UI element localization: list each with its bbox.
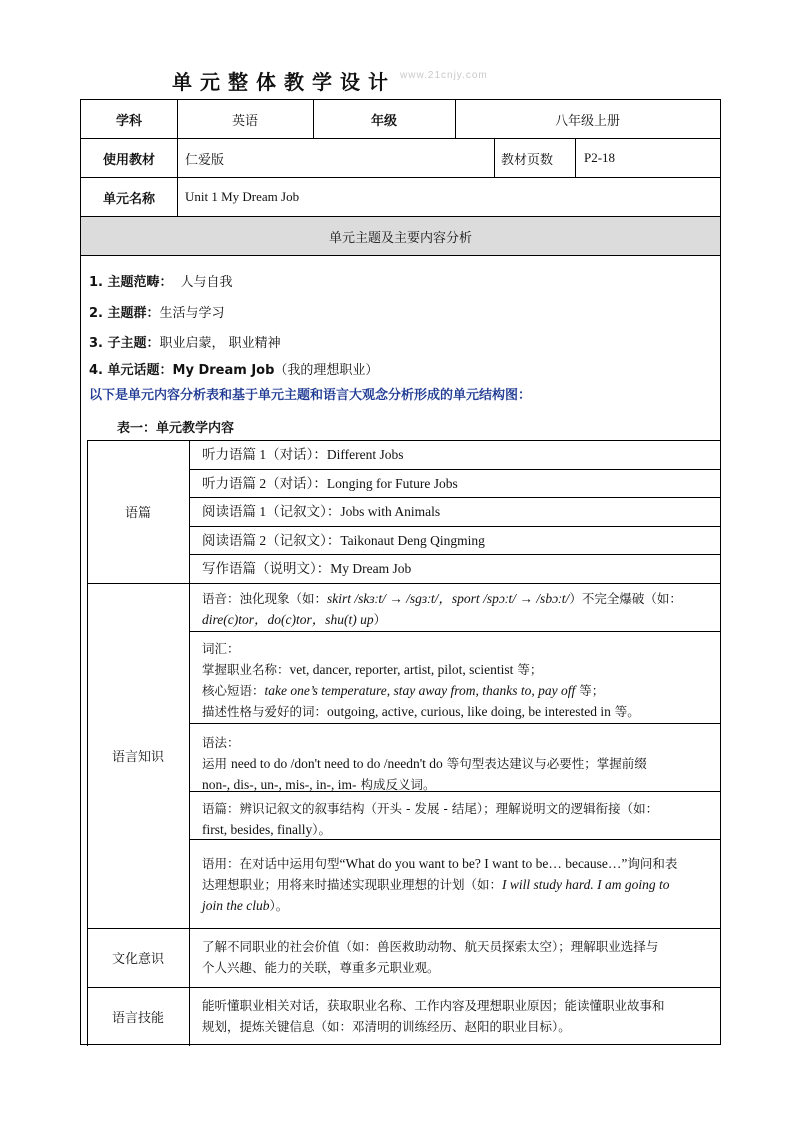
vocab-words: vet, dancer, reporter, artist, pilot, scientist (289, 662, 514, 677)
unit-topic-value: （我的理想职业） (274, 363, 379, 378)
sub-theme (89, 332, 281, 351)
unit-label: 单元名称 (102, 191, 155, 207)
knowledge-label: 语言知识 (111, 750, 164, 765)
section-title-row (81, 217, 720, 256)
discourse-part: 语篇：辨识记叙文的叙事结构（开头 - 发展 - 结尾）；理解说明文的逻辑衔接（如： (202, 801, 659, 816)
section-title: 单元主题及主要内容分析 (328, 230, 472, 246)
theme-domain-value: 人与自我 (180, 275, 233, 290)
culture-line: 了解不同职业的社会价值（如：兽医救助动物、航天员探索太空）；理解职业选择与 (202, 939, 659, 954)
vocab-part: 核心短语： (202, 683, 265, 698)
textbook-label: 使用教材 (102, 152, 155, 168)
vocab-part: 描述性格与爱好的词： (202, 704, 328, 719)
vocab-part: 等； (575, 683, 605, 698)
theme-domain (89, 271, 233, 290)
unit-topic-en: My Dream Job (172, 363, 275, 378)
usage-example-2: join the club (202, 898, 270, 913)
grammar-prefixes: non-, dis-, un-, mis-, in-, im- (202, 777, 357, 792)
texts-label: 语篇 (124, 506, 151, 521)
text-item-2: 听力语篇 2（对话）：Longing for Future Jobs (202, 476, 458, 491)
vocabulary-text (202, 638, 714, 722)
usage-part: ）。 (269, 898, 289, 913)
text-item-1: 听力语篇 1（对话）：Different Jobs (202, 447, 404, 462)
pron-example-2: dire(c)tor，do(c)tor，shu(t) up (202, 612, 374, 627)
design-table (80, 99, 721, 1045)
discourse-text (202, 798, 714, 840)
usage-part: 达理想职业；用将来时描述实现职业理想的计划（如： (202, 877, 503, 892)
pron-part: 语音：浊化现象（如： (202, 591, 328, 606)
vocab-traits: outgoing, active, curious, like doing, be interested in (327, 704, 611, 719)
skills-label: 语言技能 (111, 1011, 164, 1026)
grammar-heading: 语法： (202, 735, 240, 750)
usage-example: I will study hard. I am going to (502, 877, 670, 892)
pages-value: P2-18 (584, 150, 616, 165)
pages-label: 教材页数 (501, 152, 554, 168)
text-item-3: 阅读语篇 1（记叙文）：Jobs with Animals (202, 504, 441, 519)
grammar-part: 构成反义词。 (356, 777, 436, 792)
theme-group-value: 生活与学习 (159, 306, 225, 321)
vocab-phrases: take one’s temperature, stay away from, thanks to, pay off (264, 683, 576, 698)
theme-domain-label: 1. 主题范畴： (89, 275, 173, 290)
discourse-connectives: first, besides, finally (202, 822, 313, 837)
vocab-part: 掌握职业名称： (202, 662, 290, 677)
grammar-pattern: need to do /don't need to do /needn't do (230, 756, 443, 771)
grade-value: 八年级上册 (554, 113, 620, 129)
theme-group-label: 2. 主题群： (89, 306, 160, 321)
intro-text: 以下是单元内容分析表和基于单元主题和语言大观念分析形成的单元结构图： (89, 388, 532, 403)
subject-value: 英语 (231, 113, 258, 129)
grammar-part: 等句型表达建议与必要性；掌握前缀 (442, 756, 647, 771)
vocab-part: 等； (513, 662, 543, 677)
grammar-text (202, 732, 714, 795)
subject-row (81, 100, 720, 139)
text-item-5: 写作语篇（说明文）：My Dream Job (202, 561, 412, 576)
sub-theme-label: 3. 子主题： (89, 336, 160, 351)
pron-part: ） (373, 612, 387, 627)
culture-text (202, 936, 714, 978)
pronunciation-text (202, 588, 714, 630)
unit-row (81, 178, 720, 217)
skills-line: 规划，提炼关键信息（如：邓清明的训练经历、赵阳的职业目标）。 (202, 1019, 571, 1034)
textbook-row (81, 139, 720, 178)
text-item-4: 阅读语篇 2（记叙文）：Taikonaut Deng Qingming (202, 533, 485, 548)
textbook-value: 仁爱版 (185, 152, 225, 168)
subject-label: 学科 (115, 113, 142, 129)
pron-example: skirt /skɜːt/ → /sgɜːt/，sport /spɔːt/ → /sbɔːt/ (327, 591, 570, 606)
content-table (87, 440, 720, 1046)
unit-value: Unit 1 My Dream Job (185, 189, 300, 204)
usage-pattern: “What do you want to be? I want to be… because…” (339, 856, 628, 871)
vocab-part: 等。 (610, 704, 640, 719)
skills-text (202, 995, 714, 1037)
theme-group (89, 302, 225, 321)
vocab-heading: 词汇： (202, 641, 240, 656)
culture-label: 文化意识 (111, 952, 164, 967)
usage-part: 语用：在对话中运用句型 (202, 856, 340, 871)
table-caption: 表一：单元教学内容 (117, 421, 235, 436)
usage-part: 询问和表 (627, 856, 678, 871)
pron-part: ）不完全爆破（如： (569, 591, 682, 606)
grade-label: 年级 (370, 113, 397, 129)
grammar-part: 运用 (202, 756, 231, 771)
watermark: www.21cnjy.com (400, 70, 488, 81)
discourse-part: ）。 (312, 822, 331, 837)
page-title: 单元整体教学设计 (172, 70, 396, 94)
skills-line: 能听懂职业相关对话，获取职业名称、工作内容及理想职业原因；能读懂职业故事和 (202, 998, 665, 1013)
usage-text (202, 853, 714, 916)
sub-theme-value: 职业启蒙， 职业精神 (159, 336, 281, 351)
unit-topic-label: 4. 单元话题： (89, 363, 173, 378)
unit-topic (89, 359, 378, 378)
culture-line: 个人兴趣、能力的关联，尊重多元职业观。 (202, 960, 440, 975)
